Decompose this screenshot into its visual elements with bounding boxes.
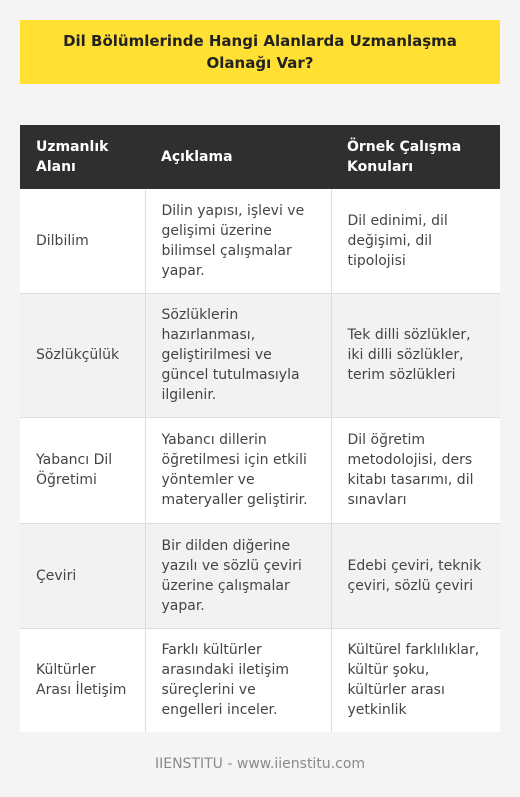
table-row bbox=[20, 523, 500, 628]
cell-area: Kültürler Arası İletişim bbox=[20, 628, 145, 732]
specialization-table bbox=[20, 125, 500, 732]
table-header-row bbox=[20, 125, 500, 189]
page-title: Dil Bölümlerinde Hangi Alanlarda Uzmanlaşma Olanağı Var? bbox=[63, 32, 457, 72]
cell-examples: Tek dilli sözlükler, iki dilli sözlükler, terim sözlükleri bbox=[331, 293, 500, 417]
cell-description: Farklı kültürler arasındaki iletişim süreçlerini ve engelleri inceler. bbox=[145, 628, 331, 732]
cell-area: Sözlükçülük bbox=[20, 293, 145, 417]
column-header-examples: Örnek Çalışma Konuları bbox=[331, 125, 500, 189]
cell-description: Dilin yapısı, işlevi ve gelişimi üzerine bilimsel çalışmalar yapar. bbox=[145, 189, 331, 293]
table-row bbox=[20, 417, 500, 523]
column-header-description: Açıklama bbox=[145, 125, 331, 189]
cell-description: Yabancı dillerin öğretilmesi için etkili yöntemler ve materyaller geliştirir. bbox=[145, 417, 331, 523]
table-row bbox=[20, 189, 500, 293]
table-row bbox=[20, 293, 500, 417]
cell-examples: Dil öğretim metodolojisi, ders kitabı tasarımı, dil sınavları bbox=[331, 417, 500, 523]
cell-area: Yabancı Dil Öğretimi bbox=[20, 417, 145, 523]
title-banner bbox=[20, 20, 500, 84]
cell-examples: Kültürel farklılıklar, kültür şoku, kültürler arası yetkinlik bbox=[331, 628, 500, 732]
column-header-area: Uzmanlık Alanı bbox=[20, 125, 145, 189]
cell-examples: Dil edinimi, dil değişimi, dil tipolojisi bbox=[331, 189, 500, 293]
cell-area: Dilbilim bbox=[20, 189, 145, 293]
footer-credit: IIENSTITU - www.iienstitu.com bbox=[154, 756, 366, 772]
cell-description: Sözlüklerin hazırlanması, geliştirilmesi ve güncel tutulmasıyla ilgilenir. bbox=[145, 293, 331, 417]
table-row bbox=[20, 628, 500, 732]
cell-description: Bir dilden diğerine yazılı ve sözlü çeviri üzerine çalışmalar yapar. bbox=[145, 523, 331, 628]
cell-area: Çeviri bbox=[20, 523, 145, 628]
cell-examples: Edebi çeviri, teknik çeviri, sözlü çeviri bbox=[331, 523, 500, 628]
